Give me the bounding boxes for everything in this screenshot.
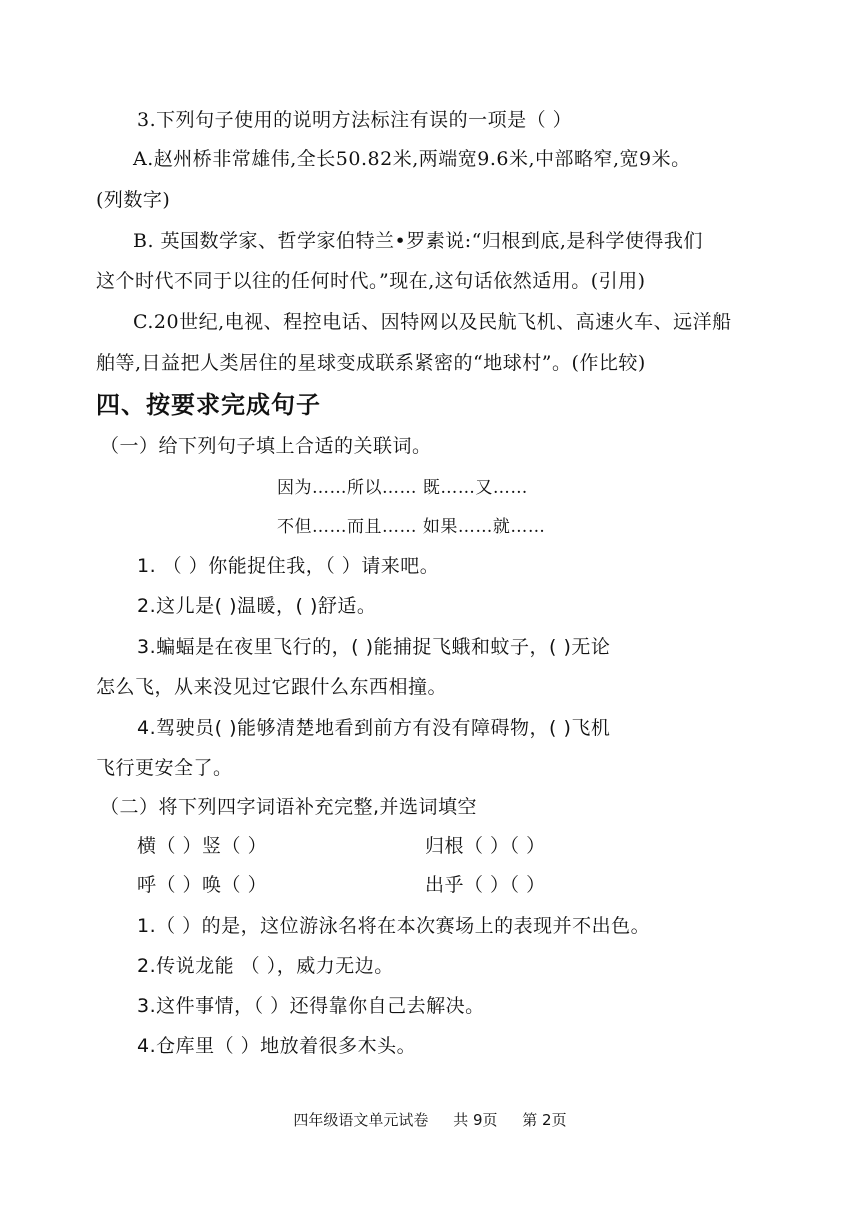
section4-title: 四、按要求完成句子 [96,391,321,419]
q3-stem: 3.下列句子使用的说明方法标注有误的一项是（ ） [137,109,573,131]
q3-option-b-line2: 这个时代不同于以往的任何时代。”现在,这句话依然适用。(引用) [96,270,646,292]
word-bank-row2: 不但……而且…… 如果……就…… [277,517,546,537]
q3-option-a-line1: A.赵州桥非常雄伟,全长50.82米,两端宽9.6米,中部略窄,宽9米。 [133,148,691,170]
page-footer [0,1110,860,1130]
part1-q4-line2: 飞行更安全了。 [96,757,233,779]
q3-option-b-line1: B. 英国数学家、哲学家伯特兰•罗素说:“归根到底,是科学使得我们 [133,230,703,252]
part1-q1: 1. （ ）你能捉住我，（ ）请来吧。 [137,555,440,577]
part1-q4-line1: 4.驾驶员( )能够清楚地看到前方有没有障碍物，( )飞机 [137,717,611,739]
part1-q2: 2.这儿是( )温暖，( )舒适。 [137,595,377,617]
part2-heading: （二）将下列四字词语补充完整,并选词填空 [100,796,478,818]
part1-q3-line2: 怎么飞，从来没见过它跟什么东西相撞。 [96,676,448,698]
q3-option-c-line2: 舶等,日益把人类居住的星球变成联系紧密的“地球村”。(作比较) [96,352,646,374]
part2-q3: 3.这件事情，（ ）还得靠你自己去解决。 [137,995,485,1017]
part2-q4: 4.仓库里（ ）地放着很多木头。 [137,1035,417,1057]
part1-heading: （一）给下列句子填上合适的关联词。 [100,435,432,457]
q3-option-c-line1: C.20世纪,电视、程控电话、因特网以及民航飞机、高速火车、远洋船 [133,311,732,333]
q3-option-a-line2: (列数字) [96,189,171,211]
footer-current-page: 第 2页 [522,1111,567,1129]
part2-word-4: 出乎（ ）（ ） [425,874,546,896]
word-bank-row1: 因为……所以…… 既……又…… [277,478,528,498]
part2-q1: 1.（ ）的是，这位游泳名将在本次赛场上的表现并不出色。 [137,915,651,937]
part2-q2: 2.传说龙能 （ ），威力无边。 [137,955,394,977]
part2-word-2: 归根（ ）（ ） [425,835,546,857]
part1-q3-line1: 3.蝙蝠是在夜里飞行的，( )能捕捉飞蛾和蚊子，( )无论 [137,636,611,658]
footer-total-pages: 共 9页 [453,1111,498,1129]
footer-exam-name: 四年级语文单元试卷 [293,1111,429,1129]
part2-word-1: 横（ ）竖（ ） [137,835,268,857]
part2-word-3: 呼（ ）唤（ ） [137,874,268,896]
